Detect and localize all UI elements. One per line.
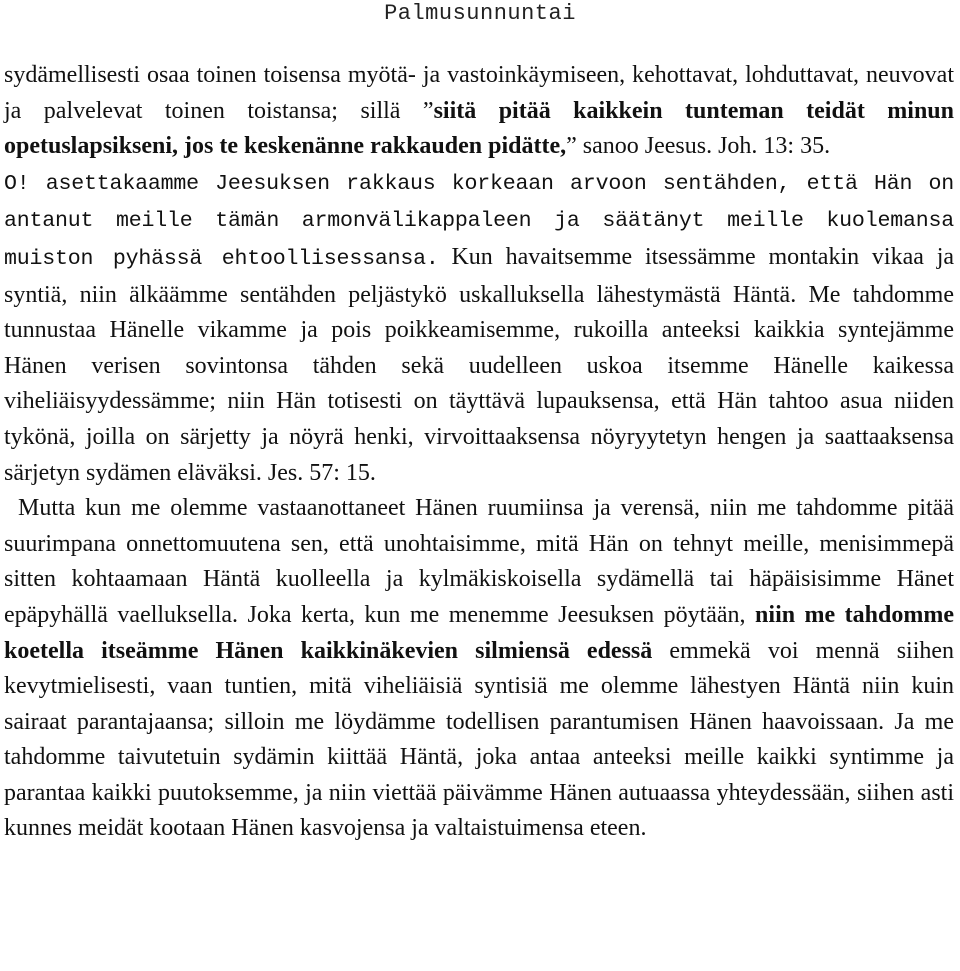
paragraph-3-text-a: Mutta kun me olemme vastaanottaneet Hänen ruumiinsa ja verensä, niin me tahdomme pitää suurimpana onnettomuutena sen, että unohtaisimme, mitä Hän on tehnyt meille, menisimmepä sitten kohtaamaan Häntä kuolleella ja kylmäkiskoisella sydämellä tai häpäisisimme Hänet epäpyhällä vaelluksella. Joka kerta, kun me menemme Jeesuksen pöytään, [4, 495, 954, 628]
document-body [4, 58, 954, 847]
paragraph-3 [4, 491, 954, 847]
paragraph-1-text-a: sydämellisesti osaa toinen toisensa myötä- ja vastoinkäymiseen, kehottavat, lohduttavat, neuvovat ja palvelevat toinen toistansa; sillä ” [4, 62, 954, 124]
paragraph-2-text-b: Kun havaitsemme itsessämme montakin vikaa ja syntiä, niin älkäämme sentähden peljästykö uskalluksella lähestymästä Häntä. [4, 243, 955, 308]
paragraph-2-text-a: O! asettakaamme Jeesuksen rakkaus korkeaan arvoon sentähden, että Hän on antanut meille tämän armonvälikappaleen ja säätänyt meille kuolemansa muiston pyhässä ehtoollisessansa. [4, 171, 954, 271]
page-header-title: Palmusunnuntai [384, 1, 576, 26]
paragraph-1 [4, 58, 954, 165]
paragraph-2-text-c: Me tahdomme tunnustaa Hänelle vikamme ja pois poikkeamisemme, rukoilla anteeksi kaikkia syntejämme Hänen verisen sovintonsa tähden sekä uudelleen uskoa itsemme Hänelle kaikessa viheliäisyydessämme; niin Hän totisesti on täyttävä lupauksensa, että Hän tahtoo asua niiden tykönä, joilla on särjetty ja nöyrä henki, virvoittaaksensa nöyryytetyn hengen ja saattaaksensa särjetyn sydämen eläväksi. Jes. 57: 15. [4, 281, 955, 486]
paragraph-1-text-b: ” sanoo Jeesus. Joh. 13: 35. [566, 133, 831, 160]
paragraph-2 [4, 165, 954, 491]
paragraph-3-bold-text: niin me tahdomme koetella itseämme Hänen kaikkinäkevien silmiensä edessä [4, 601, 954, 664]
paragraph-1-bold-quote: siitä pitää kaikkein tunteman teidät minun opetuslapsikseni, jos te keskenänne rakkauden pidätte, [4, 97, 954, 160]
header-divider [0, 38, 960, 39]
paragraph-3-text-b: emmekä voi mennä siihen kevytmielisesti, vaan tuntien, mitä viheliäisiä syntisiä me olemme lähestyen Häntä niin kuin sairaat parantajaansa; silloin me löydämme todellisen parantumisen Hänen haavoissaan. Ja me tahdomme taivutetuin sydämin kiittää Häntä, joka antaa anteeksi meille kaikki syntimme ja parantaa kaikki puutoksemme, ja niin viettää päivämme Hänen autuaassa yhteydessään, siihen asti kunnes meidät kootaan Hänen kasvojensa ja valtaistuimensa eteen. [4, 637, 955, 842]
